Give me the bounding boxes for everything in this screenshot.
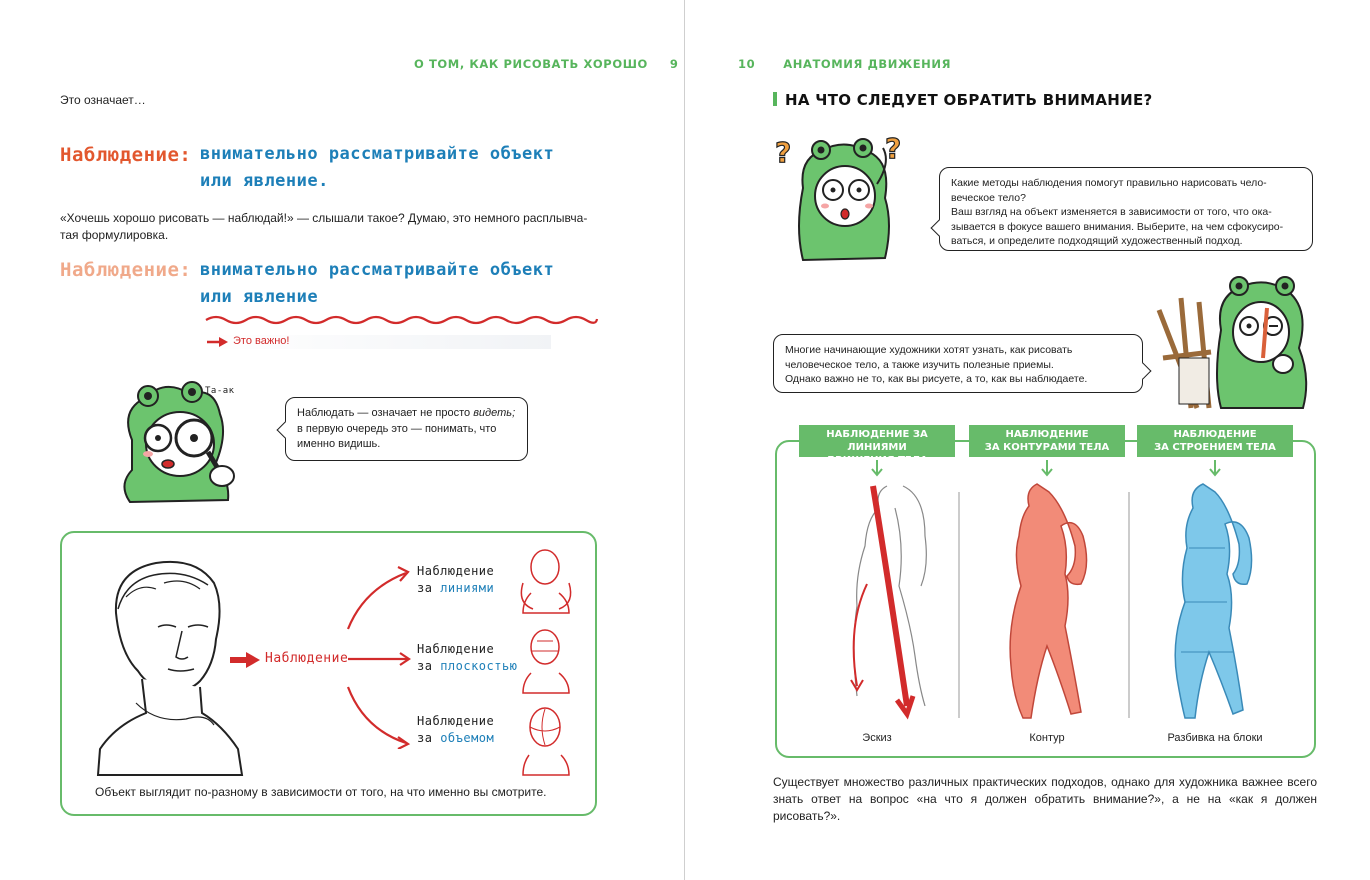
observation-diagram bbox=[60, 531, 597, 816]
sketch-figure bbox=[851, 486, 926, 714]
bubble-line: человеческое тело, а также изучить полезные приемы. bbox=[785, 358, 1054, 371]
contour-figure bbox=[1010, 484, 1086, 718]
bubble-line bbox=[297, 406, 516, 422]
column-header-line: ЗА СТРОЕНИЕМ ТЕЛА bbox=[1154, 442, 1276, 453]
column-header-line: НАБЛЮДЕНИЕ bbox=[1173, 429, 1257, 440]
column-figures bbox=[775, 456, 1316, 726]
speech-bubble bbox=[285, 397, 528, 461]
arrow-right-icon bbox=[206, 336, 230, 348]
branch-subtitle bbox=[417, 658, 517, 675]
definition-term: Наблюдение: bbox=[60, 144, 192, 166]
definition-body-2 bbox=[200, 257, 554, 311]
frog-character-magnifier bbox=[110, 380, 270, 510]
important-label: Это важно! bbox=[233, 335, 290, 347]
branch-arrows bbox=[342, 559, 412, 749]
speech-bubble-2 bbox=[773, 334, 1143, 393]
branch-label-lines bbox=[417, 563, 494, 597]
branch-highlight: линиями bbox=[440, 581, 495, 595]
quote-paragraph bbox=[60, 210, 605, 244]
center-label: Наблюдение bbox=[265, 651, 349, 666]
important-note bbox=[206, 335, 551, 349]
bubble-line: Многие начинающие художники хотят узнать, как рисовать bbox=[785, 344, 1073, 356]
easel-illustration bbox=[1159, 298, 1211, 408]
arrow-right-icon bbox=[228, 651, 262, 669]
diagram-caption: Объект выглядит по-разному в зависимости от того, на что именно вы смотрите. bbox=[95, 785, 547, 799]
frog-character-thinking bbox=[773, 128, 913, 262]
bust-illustration bbox=[96, 553, 244, 778]
section-title bbox=[773, 91, 1153, 109]
column-header-line: НАБЛЮДЕНИЕ bbox=[1005, 429, 1089, 440]
running-head-right bbox=[738, 57, 951, 71]
bubble-tail bbox=[931, 220, 948, 237]
column-header-line: НАБЛЮДЕНИЕ ЗА ЛИНИЯМИ bbox=[826, 429, 928, 453]
bubble-line: Какие методы наблюдения помогут правильно нарисовать чело- bbox=[951, 177, 1267, 189]
bubble-line: Ваш взгляд на объект изменяется в зависимости от того, что ока- bbox=[951, 206, 1272, 218]
definition-line: внимательно рассматривайте объект bbox=[200, 144, 555, 164]
running-head-title: АНАТОМИЯ ДВИЖЕНИЯ bbox=[783, 57, 952, 71]
column-header-lines bbox=[799, 425, 955, 466]
bubble-line: именно видишь. bbox=[297, 438, 381, 450]
bubble-line: зывается в фокусе вашего внимания. Выберите, на чем сфокусиро- bbox=[951, 220, 1284, 233]
branch-title: Наблюдение bbox=[417, 564, 495, 578]
block-figure bbox=[1175, 484, 1251, 718]
closing-paragraph: Существует множество различных практических подходов, однако для художника важнее всего знать ответ на вопрос «на что я должен обратить внимание?», а не на «как я должен рисовать?». bbox=[773, 775, 1317, 823]
bubble-line: Однако важно не то, как вы рисуете, а то, как вы наблюдаете. bbox=[785, 373, 1088, 385]
definition-line: или явление. bbox=[200, 171, 329, 191]
paragraph-line: тая формулировка. bbox=[60, 228, 169, 242]
right-page bbox=[685, 0, 1370, 880]
frog-character-easel bbox=[1151, 268, 1321, 410]
branch-prefix: за bbox=[417, 581, 441, 595]
bubble-tail bbox=[1135, 363, 1152, 380]
bubble-text: Наблюдать — означает не просто bbox=[297, 407, 474, 419]
column-caption-sketch: Эскиз bbox=[862, 732, 892, 744]
branch-subtitle bbox=[417, 580, 494, 597]
column-header-contours bbox=[969, 425, 1125, 457]
branch-subtitle bbox=[417, 730, 494, 747]
question-mark-icon: ? bbox=[885, 132, 902, 165]
branch-highlight: объемом bbox=[440, 731, 495, 745]
page-number: 10 bbox=[738, 57, 756, 71]
bubble-line: в первую очередь это — понимать, что bbox=[297, 422, 497, 435]
branch-highlight: плоскостью bbox=[440, 659, 518, 673]
definition-line: внимательно рассматривайте объект bbox=[200, 260, 555, 280]
paragraph-line: «Хочешь хорошо рисовать — наблюдай!» — слышали такое? Думаю, это немного расплывча- bbox=[60, 211, 588, 225]
title-accent-bar bbox=[773, 92, 777, 106]
bubble-line: веческое тело? bbox=[951, 191, 1026, 204]
column-caption-blocks: Разбивка на блоки bbox=[1167, 732, 1263, 744]
bust-plane-variant bbox=[523, 630, 569, 693]
bubble-line: ваться, и определите подходящий художественный подход. bbox=[951, 235, 1243, 247]
section-title-text: НА ЧТО СЛЕДУЕТ ОБРАТИТЬ ВНИМАНИЕ? bbox=[785, 91, 1153, 109]
definition-term-faded: Наблюдение: bbox=[60, 259, 192, 281]
branch-title: Наблюдение bbox=[417, 642, 495, 656]
definition-body bbox=[200, 141, 554, 195]
branch-label-plane bbox=[417, 641, 517, 675]
bubble-tail bbox=[277, 422, 294, 439]
column-header-line: ЗА КОНТУРАМИ ТЕЛА bbox=[984, 442, 1110, 453]
bubble-emphasis: видеть; bbox=[473, 407, 516, 419]
bust-lines-variant bbox=[521, 550, 570, 613]
question-mark-icon: ? bbox=[775, 136, 792, 169]
speech-bubble-1 bbox=[939, 167, 1313, 251]
branch-label-volume bbox=[417, 713, 494, 747]
header-down-arrows bbox=[872, 460, 1220, 475]
branch-title: Наблюдение bbox=[417, 714, 495, 728]
page-number: 9 bbox=[669, 57, 679, 71]
bust-volume-variant bbox=[523, 708, 569, 775]
intro-text: Это означает… bbox=[60, 93, 146, 107]
small-bust-variants bbox=[517, 543, 577, 781]
branch-prefix: за bbox=[417, 731, 441, 745]
column-header-line: ДВИЖЕНИЯ ТЕЛА bbox=[826, 455, 928, 466]
sfx-text: Та-ак bbox=[205, 386, 235, 396]
branch-prefix: за bbox=[417, 659, 441, 673]
definition-line: или явление bbox=[200, 287, 319, 307]
column-header-structure bbox=[1137, 425, 1293, 457]
column-caption-contour: Контур bbox=[1029, 732, 1065, 744]
running-head-title: О ТОМ, КАК РИСОВАТЬ ХОРОШО bbox=[414, 57, 648, 71]
wavy-underline bbox=[204, 312, 599, 326]
running-head-left bbox=[414, 57, 679, 71]
